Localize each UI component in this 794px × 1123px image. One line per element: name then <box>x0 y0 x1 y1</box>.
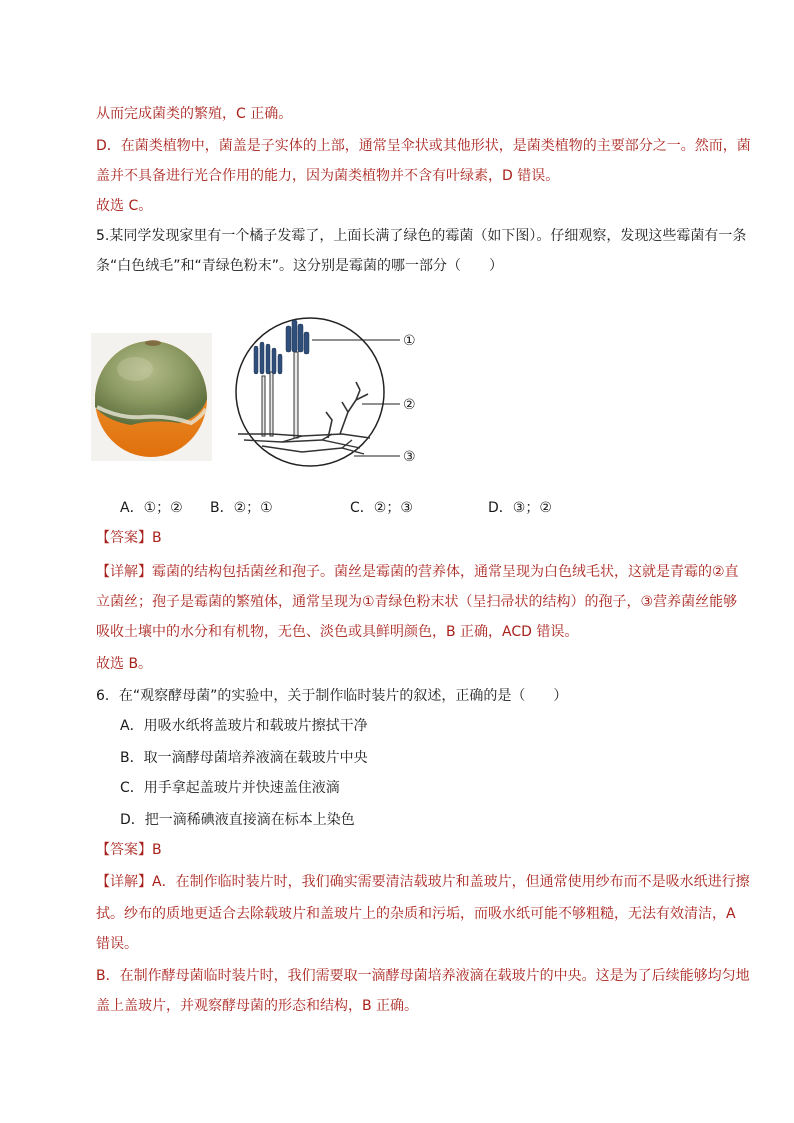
q6-answer: B <box>152 842 162 858</box>
q5-detail-line-3: 吸收土壤中的水分和有机物，无色、淡色或具鲜明颜色，B 正确，ACD 错误。 <box>96 624 579 640</box>
answer-tag: 【答案】 <box>96 842 152 858</box>
q6-detail-line-4: B．在制作酵母菌临时装片时，我们需要取一滴酵母菌培养液滴在载玻片的中央。这是为了后续能够均匀地 <box>96 968 750 984</box>
q5-option-b: B．②；① <box>210 500 273 516</box>
q5-detail-line-1 <box>96 562 739 582</box>
q5-detail-text-1: 霉菌的结构包括菌丝和孢子。菌丝是霉菌的营养体，通常呈现为白色绒毛状，这就是青霉的②直 <box>152 564 739 580</box>
q5-stem-line-2: 条“白色绒毛”和“青绿色粉末”。这分别是霉菌的哪一部分（ ） <box>96 258 504 274</box>
q5-answer: B <box>152 530 162 546</box>
q4-explanation-line-3: 盖并不具备进行光合作用的能力，因为菌类植物并不含有叶绿素，D 错误。 <box>96 168 560 184</box>
diagram-label-1: ① <box>403 333 416 349</box>
q6-option-c: C．用手拿起盖玻片并快速盖住液滴 <box>120 780 340 796</box>
diagram-label-2: ② <box>403 397 416 413</box>
moldy-orange-photo <box>91 333 212 461</box>
answer-tag: 【答案】 <box>96 530 152 546</box>
penicillium-structure-diagram <box>232 316 432 468</box>
q5-option-c: C．②；③ <box>350 500 413 516</box>
q6-option-b: B．取一滴酵母菌培养液滴在载玻片中央 <box>120 750 368 766</box>
q4-explanation-line-1: 从而完成菌类的繁殖，C 正确。 <box>96 106 293 122</box>
q6-detail-text-1: A．在制作临时装片时，我们确实需要清洁载玻片和盖玻片，但通常使用纱布而不是吸水纸进行擦 <box>152 874 750 890</box>
q6-detail-line-3: 错误。 <box>96 936 138 952</box>
q6-detail-line-1 <box>96 872 750 892</box>
q5-answer-row <box>96 528 162 548</box>
q6-detail-line-5: 盖上盖玻片，并观察酵母菌的形态和结构，B 正确。 <box>96 998 419 1014</box>
q5-detail-line-2: 立菌丝；孢子是霉菌的繁殖体，通常呈现为①青绿色粉末状（呈扫帚状的结构）的孢子，③营养菌丝能够 <box>96 594 738 610</box>
q6-option-d: D．把一滴稀碘液直接滴在标本上染色 <box>120 812 355 828</box>
q5-stem-line-1: 5.某同学发现家里有一个橘子发霉了，上面长满了绿色的霉菌（如下图）。仔细观察，发现这些霉菌有一条 <box>96 228 747 244</box>
q6-answer-row <box>96 840 162 860</box>
q6-detail-line-2: 拭。纱布的质地更适合去除载玻片和盖玻片上的杂质和污垢，而吸水纸可能不够粗糙，无法有效清洁，A <box>96 906 736 922</box>
q5-conclusion: 故选 B。 <box>96 656 153 672</box>
q5-option-d: D．③；② <box>488 500 552 516</box>
detail-tag: 【详解】 <box>96 874 152 890</box>
detail-tag: 【详解】 <box>96 564 152 580</box>
q4-explanation-line-2: D．在菌类植物中，菌盖是子实体的上部，通常呈伞状或其他形状，是菌类植物的主要部分之一。然而，菌 <box>96 138 751 154</box>
diagram-label-3: ③ <box>403 449 416 465</box>
q6-stem: 6．在“观察酵母菌”的实验中，关于制作临时装片的叙述，正确的是（ ） <box>96 688 568 704</box>
q4-conclusion: 故选 C。 <box>96 198 153 214</box>
q5-option-a: A．①；② <box>120 500 183 516</box>
q6-option-a: A．用吸水纸将盖玻片和载玻片擦拭干净 <box>120 718 368 734</box>
